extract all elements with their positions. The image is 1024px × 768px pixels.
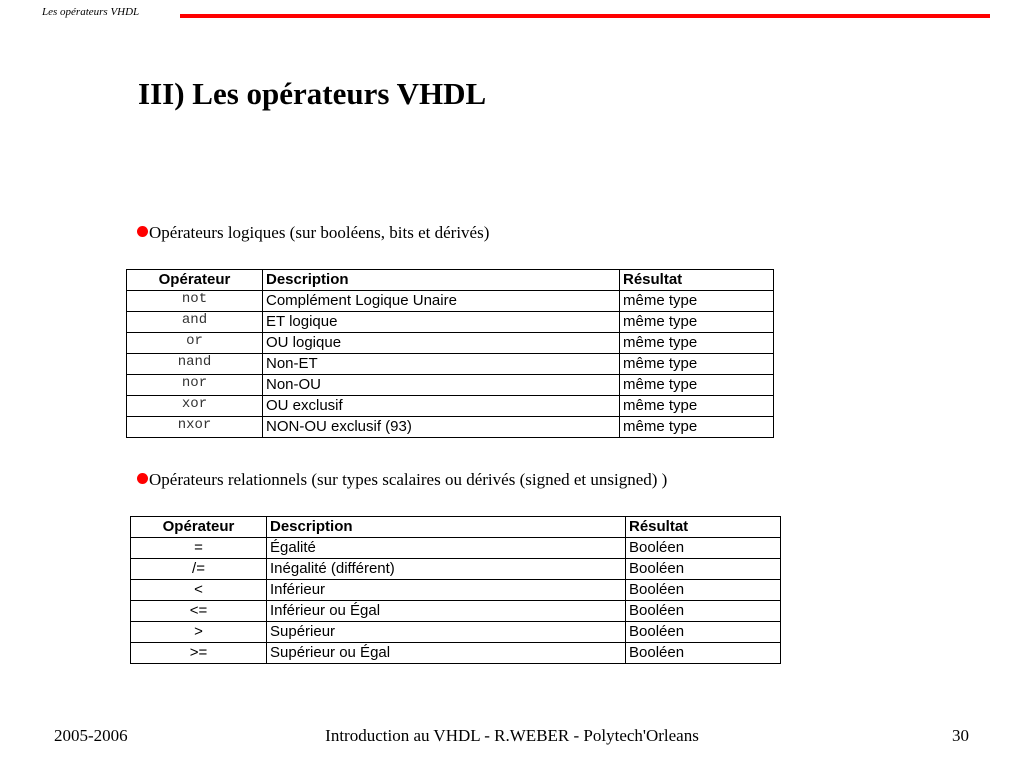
result-cell: même type [620, 417, 774, 438]
table-row [127, 375, 774, 396]
column-header-operator: Opérateur [131, 517, 267, 538]
operator-cell: or [127, 333, 263, 354]
table-header-row [127, 270, 774, 291]
table-row [131, 643, 781, 664]
footer-course-title: Introduction au VHDL - R.WEBER - Polytech'Orleans [325, 726, 699, 745]
description-cell: NON-OU exclusif (93) [263, 417, 620, 438]
table-row [127, 417, 774, 438]
bullet-logical-text: Opérateurs logiques (sur booléens, bits et dérivés) [149, 223, 490, 242]
relational-operators-table [130, 516, 781, 664]
operator-cell: nor [127, 375, 263, 396]
table-row [131, 601, 781, 622]
result-cell: même type [620, 291, 774, 312]
table-row [131, 559, 781, 580]
table-row [131, 622, 781, 643]
column-header-description: Description [267, 517, 626, 538]
table-row [127, 396, 774, 417]
column-header-result: Résultat [620, 270, 774, 291]
footer-page-number: 30 [952, 726, 969, 745]
operator-cell: and [127, 312, 263, 333]
table-row [127, 354, 774, 375]
description-cell: Complément Logique Unaire [263, 291, 620, 312]
result-cell: même type [620, 375, 774, 396]
description-cell: Supérieur ou Égal [267, 643, 626, 664]
description-cell: Supérieur [267, 622, 626, 643]
description-cell: Inégalité (différent) [267, 559, 626, 580]
table-row [131, 580, 781, 601]
result-cell: même type [620, 354, 774, 375]
operator-cell: < [131, 580, 267, 601]
result-cell: Booléen [626, 559, 781, 580]
operator-cell: nxor [127, 417, 263, 438]
bullet-dot-icon [137, 473, 148, 484]
description-cell: Non-OU [263, 375, 620, 396]
operator-cell: > [131, 622, 267, 643]
header-rule [180, 14, 990, 18]
column-header-operator: Opérateur [127, 270, 263, 291]
description-cell: Égalité [267, 538, 626, 559]
bullet-dot-icon [137, 226, 148, 237]
operator-cell: >= [131, 643, 267, 664]
description-cell: Inférieur [267, 580, 626, 601]
description-cell: ET logique [263, 312, 620, 333]
result-cell: même type [620, 312, 774, 333]
result-cell: Booléen [626, 538, 781, 559]
slide-title: III) Les opérateurs VHDL [138, 76, 487, 111]
table-row [127, 333, 774, 354]
table-row [127, 291, 774, 312]
column-header-description: Description [263, 270, 620, 291]
description-cell: OU exclusif [263, 396, 620, 417]
description-cell: OU logique [263, 333, 620, 354]
bullet-logical-operators [137, 223, 489, 243]
table-header-row [131, 517, 781, 538]
result-cell: Booléen [626, 643, 781, 664]
table-row [127, 312, 774, 333]
footer-years: 2005-2006 [54, 726, 128, 745]
bullet-relational-operators [137, 470, 667, 490]
logical-operators-table [126, 269, 774, 438]
table-row [131, 538, 781, 559]
result-cell: Booléen [626, 580, 781, 601]
operator-cell: /= [131, 559, 267, 580]
column-header-result: Résultat [626, 517, 781, 538]
result-cell: Booléen [626, 601, 781, 622]
result-cell: Booléen [626, 622, 781, 643]
result-cell: même type [620, 396, 774, 417]
operator-cell: not [127, 291, 263, 312]
description-cell: Non-ET [263, 354, 620, 375]
header-caption: Les opérateurs VHDL [42, 6, 140, 18]
description-cell: Inférieur ou Égal [267, 601, 626, 622]
result-cell: même type [620, 333, 774, 354]
operator-cell: nand [127, 354, 263, 375]
operator-cell: xor [127, 396, 263, 417]
operator-cell: <= [131, 601, 267, 622]
bullet-relational-text: Opérateurs relationnels (sur types scalaires ou dérivés (signed et unsigned) ) [149, 470, 668, 489]
operator-cell: = [131, 538, 267, 559]
